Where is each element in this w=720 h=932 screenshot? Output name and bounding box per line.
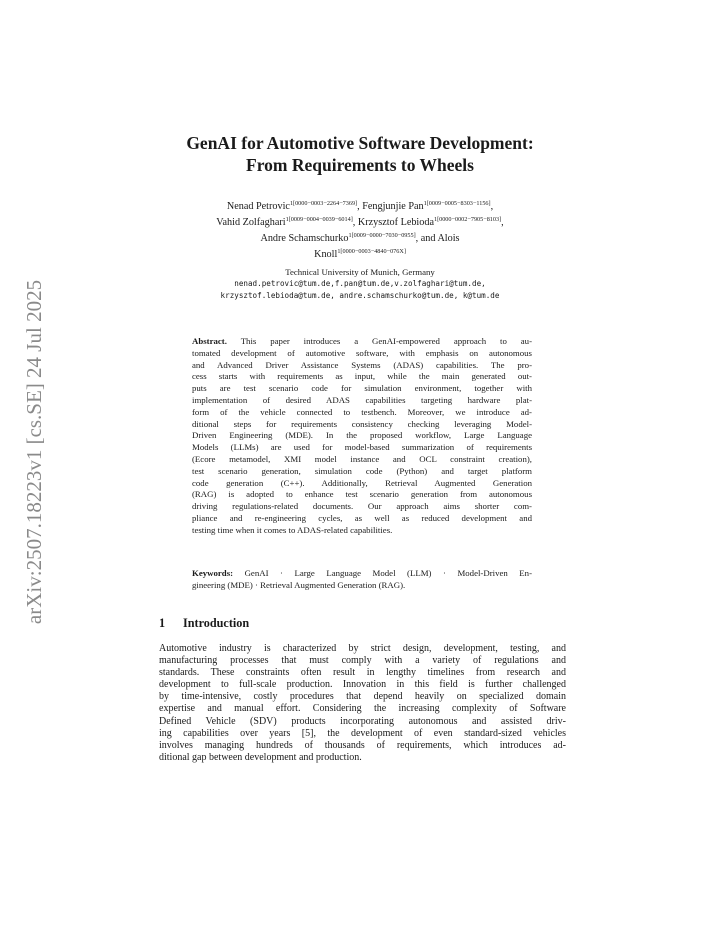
email-line: krzysztof.lebioda@tum.de, andre.schamschurko@tum.de, k@tum.de [220,291,500,300]
author-line-3 [150,229,570,245]
abstract-line: implementation of desired ADAS capabilities targeting hardware plat- [192,394,532,405]
body-line: involves managing hundreds of thousands of requirements, which introduces ad- [159,739,566,751]
abstract-label: Abstract. [192,336,227,346]
affiliation [150,266,570,302]
body-line: Automotive industry is characterized by strict design, development, testing, and [159,643,566,654]
abstract-line: Driven Engineering (MDE). In the proposed workflow, Large Language [192,430,532,441]
abstract-line: ditional steps for requirements consistency checking leveraging Model- [192,418,532,429]
orcid: 1[0000−0003−2264−7369] [289,200,358,207]
body-line: ing capabilities over years [5], the development of even standard-sized vehicles [159,727,566,739]
abstract-line: cess starts with requirements as input, while the main generated out- [192,371,532,382]
separator: , [490,201,494,212]
abstract-line: test scenario generation, simulation code (Python) and target platform [192,465,532,476]
orcid: 1[0009−0000−7030−0955] [348,232,416,239]
abstract-line: testing time when it comes to ADAS-related capabilities. [192,524,393,535]
abstract-line: pliance and re-engineering cycles, as well as reduced development and [192,512,532,523]
orcid: 1[0000−0002−7905−8103] [433,216,502,223]
keywords [192,568,532,592]
institution: Technical University of Munich, Germany [285,267,435,277]
title-line-1: GenAI for Automotive Software Development: [186,133,534,153]
author-name: Knoll [314,249,338,260]
author-name: Andre Schamschurko [260,233,349,244]
orcid: 1[0000−0003−4840−076X] [337,248,406,255]
arxiv-identifier: arXiv:2507.18223v1 [cs.SE] 24 Jul 2025 [22,279,46,625]
abstract-line: Abstract. This paper introduces a GenAI-empowered approach to au- [192,336,532,346]
introduction-paragraph [159,643,566,764]
keywords-line: Keywords: GenAI · Large Language Model (LLM) · Model-Driven En- [192,568,532,578]
author-name: , and Alois [415,233,460,244]
title-line-2: From Requirements to Wheels [246,155,474,175]
abstract [192,336,532,537]
author-name: , Krzysztof Lebioda [352,217,434,228]
orcid: 1[0009−0005−8303−1156] [423,200,491,207]
paper-title [130,132,590,176]
abstract-line: driving regulations-related documents. Our approach aims shorter com- [192,501,532,512]
email-line: nenad.petrovic@tum.de,f.pan@tum.de,v.zolfaghari@tum.de, [234,279,486,288]
separator: , [501,217,504,228]
abstract-line: (Ecore metamodel, XMI model instance and OCL constraint creation), [192,453,532,464]
body-line: by time-intensive, costly procedures that depend heavily on specialized domain [159,691,566,703]
abstract-line: tomated development of automotive software, with emphasis on autonomous [192,347,532,358]
author-name: , Fengjunjie Pan [357,201,424,212]
body-line: Defined Vehicle (SDV) products incorporating autonomous and assisted driv- [159,715,566,727]
body-line: standards. These constraints often result in lengthy timelines from research and [159,667,566,679]
body-line: manufacturing processes that must comply with a variety of regulations and [159,655,566,667]
abstract-line: Models (LLMs) are used for model-based summarization of requirements [192,442,532,453]
author-line-1 [150,197,570,213]
abstract-line: (RAG) is adopted to enhance test scenario generation from autonomous [192,489,532,500]
body-line: development to full-scale production. Innovation in this field is further challenged [159,679,566,691]
section-title: Introduction [183,616,250,630]
author-name: Nenad Petrovic [226,201,290,212]
section-heading [159,615,249,631]
keywords-label: Keywords: [192,568,234,578]
keywords-line: gineering (MDE) · Retrieval Augmented Generation (RAG). [192,579,406,590]
body-line: ditional gap between development and production. [159,751,362,763]
author-line-4 [150,245,570,261]
author-line-2 [150,213,570,229]
abstract-line: puts are test scenario code for simulation environment, together with [192,383,532,394]
orcid: 1[0009−0004−0039−6014] [285,216,353,223]
author-name: Vahid Zolfaghari [216,217,286,228]
author-list [150,197,570,261]
abstract-line: code generation (C++). Additionally, Retrieval Augmented Generation [192,477,532,488]
abstract-line: form of the vehicle connected to testbench. Moreover, we introduce ad- [192,406,532,417]
abstract-line: and Advanced Driver Assistance Systems (ADAS) capabilities. The pro- [192,359,532,370]
section-number: 1 [159,616,166,630]
body-line: expertise and manual effort. Considering the increasing complexity of Software [159,703,566,715]
